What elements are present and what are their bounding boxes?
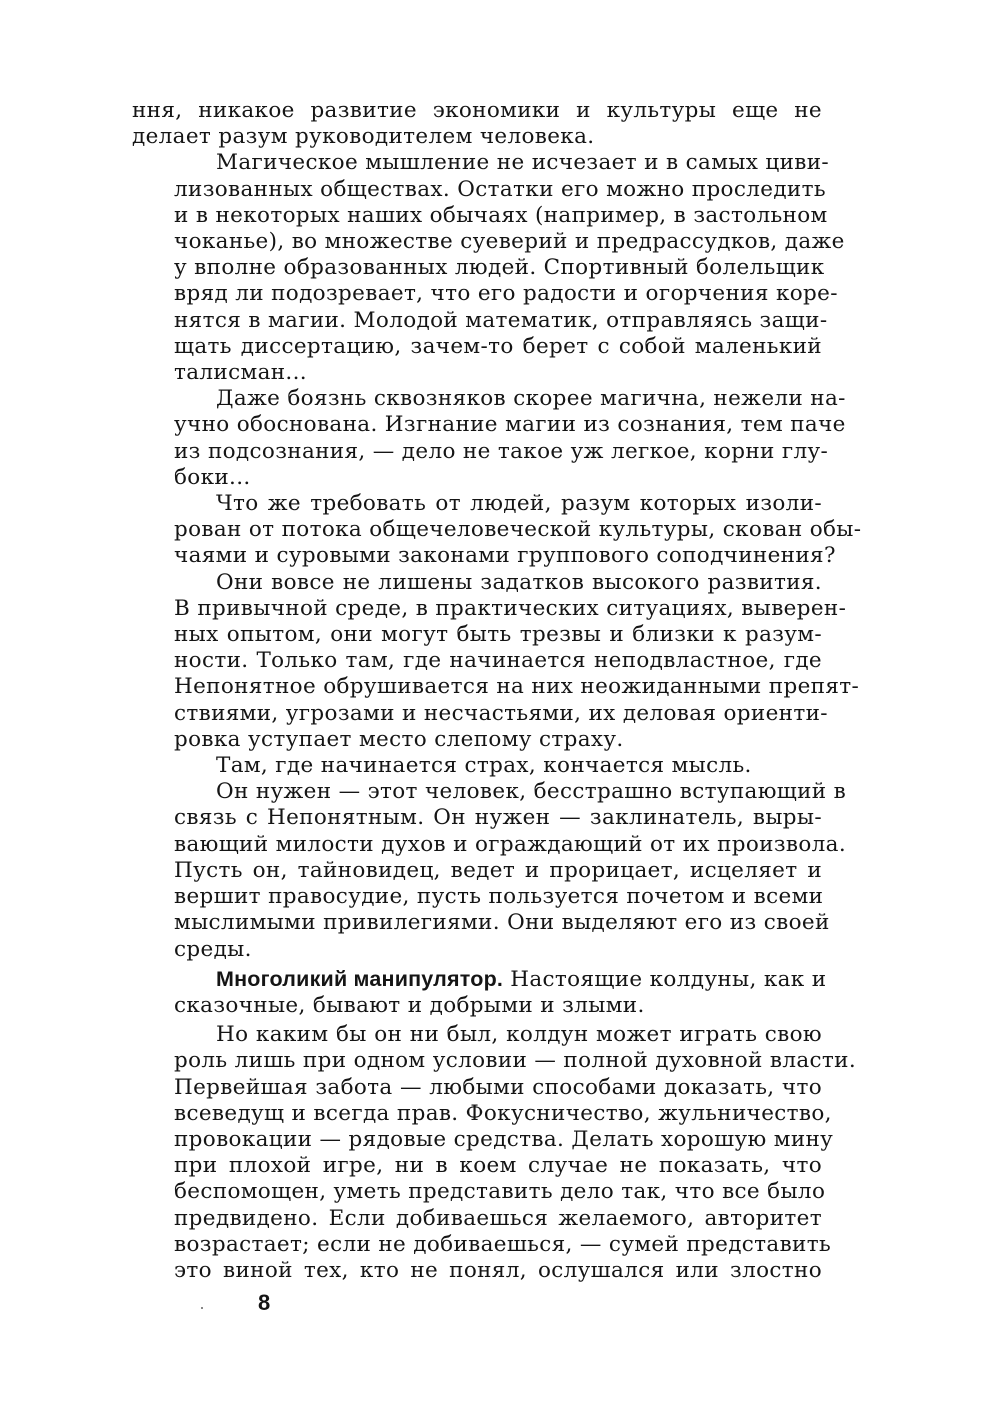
- page-body: [132, 98, 862, 1284]
- text-line: ности. Только там, где начинается неподвластное, где: [174, 648, 822, 674]
- text-line: среды.: [174, 936, 252, 962]
- text-line: при плохой игре, ни в коем случае не показать, что: [174, 1153, 822, 1179]
- paragraph: [132, 150, 845, 386]
- text-line: ровка уступает место слепому страху.: [174, 726, 624, 752]
- text-line: щать диссертацию, зачем-то берет с собой маленький: [174, 333, 822, 359]
- text-line: Но каким бы он ни был, колдун может играть свою: [216, 1022, 822, 1048]
- text-line: талисман...: [174, 360, 307, 386]
- text-line: из подсознания, — дело не такое уж легкое, корни глу-: [174, 438, 829, 464]
- text-line: ных опытом, они могут быть трезвы и близки к разум-: [174, 622, 822, 648]
- text-line: учно обоснована. Изгнание магии из сознания, тем паче: [174, 412, 846, 438]
- page-number: 8: [258, 1290, 271, 1315]
- text-line: чаями и суровыми законами группового соподчинения?: [174, 543, 836, 569]
- heading-continuation: Настоящие колдуны, как и: [503, 966, 827, 992]
- text-line: ствиями, угрозами и несчастьями, их деловая ориенти-: [174, 700, 828, 726]
- text-line: всеведущ и всегда прав. Фокусничество, жульничество,: [174, 1100, 832, 1126]
- text-line: Что же требовать от людей, разум которых изоли-: [216, 491, 822, 517]
- text-line: предвидено. Если добиваешься желаемого, авторитет: [174, 1205, 822, 1231]
- text-line: В привычной среде, в практических ситуациях, выверен-: [174, 595, 847, 621]
- text-line: Магическое мышление не исчезает и в самых циви-: [216, 150, 830, 176]
- text-line: Он нужен — этот человек, бесстрашно вступающий в: [216, 779, 847, 805]
- text-line: беспомощен, уметь представить дело так, что все было: [174, 1179, 826, 1205]
- paragraph: [132, 491, 862, 570]
- text-line: нятся в магии. Молодой математик, отправляясь защи-: [174, 307, 828, 333]
- text-line: Там, где начинается страх, кончается мысль.: [216, 753, 752, 779]
- text-line: Пусть он, тайновидец, ведет и прорицает, исцеляет и: [174, 857, 822, 883]
- text-line: Непонятное обрушивается на них неожиданными препят-: [174, 674, 860, 700]
- text-line: у вполне образованных людей. Спортивный болельщик: [174, 255, 825, 281]
- paragraph: [132, 779, 847, 962]
- text-line: провокации — рядовые средства. Делать хорошую мину: [174, 1126, 834, 1152]
- text-line: Они вовсе не лишены задатков высокого развития.: [216, 569, 822, 595]
- text-line: делает разум руководителем человека.: [132, 124, 595, 150]
- text-line: ння, никакое развитие экономики и культуры еще не: [132, 98, 822, 123]
- text-line: мыслимыми привилегиями. Они выделяют его из своей: [174, 910, 830, 936]
- text-line: боки...: [174, 464, 251, 490]
- paragraph: [132, 569, 860, 753]
- text-line: лизованных обществах. Остатки его можно проследить: [174, 176, 826, 202]
- paragraph: [132, 1022, 857, 1284]
- text-line: вающий милости духов и ограждающий от их произвола.: [174, 831, 847, 857]
- paragraph: [132, 966, 827, 1019]
- text-line: чоканье), во множестве суеверий и предрассудков, даже: [174, 229, 845, 255]
- text-line: это виной тех, кто не понял, ослушался или злостно: [174, 1257, 822, 1283]
- paragraph: [132, 386, 846, 491]
- text-line: вершит правосудие, пусть пользуется почетом и всеми: [174, 884, 824, 910]
- paragraph: [132, 98, 822, 150]
- print-speck: [201, 1307, 203, 1309]
- paragraph: [132, 753, 822, 779]
- text-line: [132, 966, 827, 993]
- text-line: и в некоторых наших обычаях (например, в застольном: [174, 202, 828, 228]
- text-line: сказочные, бывают и добрыми и злыми.: [174, 992, 645, 1018]
- text-line: рован от потока общечеловеческой культуры, скован обы-: [174, 517, 862, 543]
- text-line: связь с Непонятным. Он нужен — заклинатель, выры-: [174, 805, 822, 831]
- text-line: Даже боязнь сквозняков скорее магична, нежели на-: [216, 386, 846, 412]
- text-line: возрастает; если не добиваешься, — сумей представить: [174, 1231, 832, 1257]
- section-heading: Многоликий манипулятор.: [216, 966, 504, 991]
- text-line: вряд ли подозревает, что его радости и огорчения коре-: [174, 281, 838, 307]
- text-line: роль лишь при одном условии — полной духовной власти.: [174, 1048, 857, 1074]
- text-line: Первейшая забота — любыми способами доказать, что: [174, 1074, 822, 1100]
